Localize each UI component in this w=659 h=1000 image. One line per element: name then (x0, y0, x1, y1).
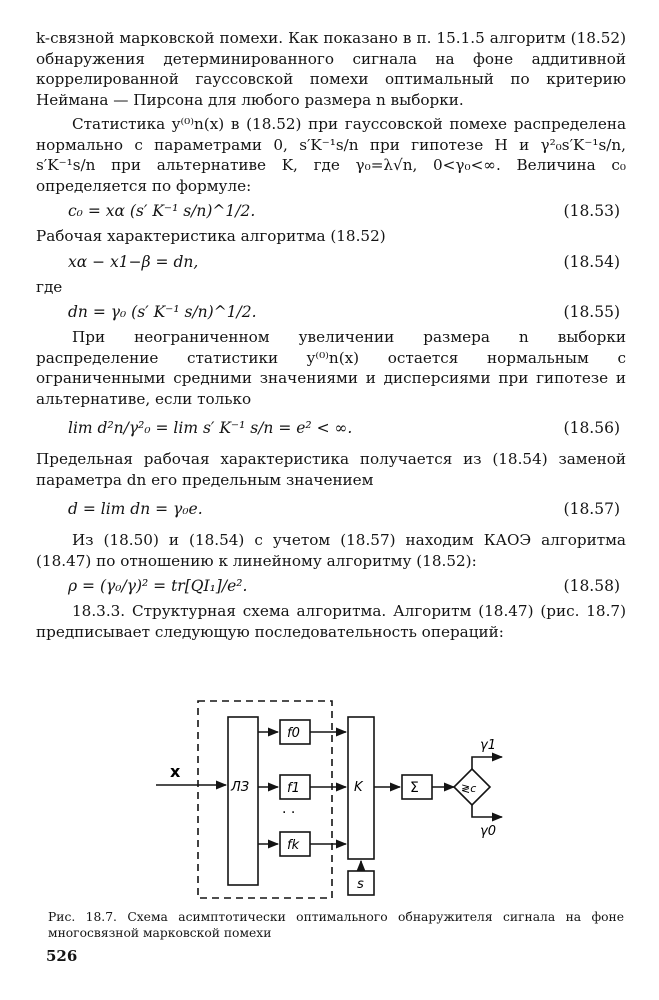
paragraph-operating-char: Рабочая характеристика алгоритма (18.52) (36, 227, 386, 245)
paragraph-where: где (36, 277, 63, 296)
comparator-label: ≷c (461, 782, 477, 795)
out-upper-line (472, 757, 502, 769)
paragraph-kaoe: Из (18.50) и (18.54) с учетом (18.57) находим КАОЭ алгоритма (18.47) по отношению к линейному алгоритму (18.52): (36, 531, 626, 570)
paragraph-structure: 18.3.3. Структурная схема алгоритма. Алгоритм (18.47) (рис. 18.7) предписывает следующую последовательность операций: (36, 602, 626, 641)
equation-formula: dn = γ₀ (s′ K⁻¹ s/n)^1/2. (68, 303, 257, 321)
equation-18-54 (36, 251, 626, 275)
signal-label: s (357, 877, 364, 892)
correlator-label: K (354, 780, 363, 795)
delay-line-label: ЛЗ (231, 780, 250, 795)
page-number: 526 (46, 947, 78, 965)
equation-18-55 (36, 301, 626, 325)
block-diagram (150, 693, 530, 903)
page-body (36, 28, 626, 642)
equation-formula: c₀ = xα (s′ K⁻¹ s/n)^1/2. (68, 202, 256, 220)
dashed-frame (198, 701, 332, 898)
out-lower-line (472, 805, 502, 817)
out-upper-label: γ1 (480, 738, 496, 753)
filter-label-fk: fk (287, 838, 300, 853)
equation-formula: lim d²n/γ²₀ = lim s′ K⁻¹ s/n = e² < ∞. (68, 419, 353, 437)
equation-number: (18.58) (563, 577, 620, 595)
filter-label-f1: f1 (287, 781, 300, 796)
summator-label: Σ (410, 780, 419, 796)
filter-label-f0: f0 (287, 726, 300, 741)
equation-formula: ρ = (γ₀/γ)² = tr[QI₁]/e². (68, 577, 248, 595)
equation-number: (18.57) (563, 500, 620, 518)
paragraph-intro: k-связной марковской помехи. Как показано в п. 15.1.5 алгоритм (18.52) обнаружения детерминированного сигнала на фоне аддитивной коррелированной гауссовской помехи оптимальный по критерию Неймана — Пирсона для любого размера n выборки. (36, 29, 626, 109)
paragraph-unbounded: При неограниченном увеличении размера n выборки распределение статистики y⁽⁰⁾n(x) остается нормальным с ограниченными средними значениями и дисперсиями при гипотезе и альтернативе, если только (36, 328, 626, 408)
paragraph-statistic: Статистика y⁽⁰⁾n(x) в (18.52) при гауссовской помехе распределена нормально с параметрами 0, s′K⁻¹s/n при гипотезе H и γ²₀s′K⁻¹s/n, s′K⁻¹s/n при альтернативе K, где γ₀=λ√n, 0<γ₀<∞. Величина c₀ определяется по формуле: (36, 115, 626, 195)
equation-number: (18.55) (563, 303, 620, 321)
equation-number: (18.56) (563, 419, 620, 437)
out-lower-label: γ0 (480, 824, 496, 839)
equation-18-56 (36, 413, 626, 447)
equation-18-53 (36, 200, 626, 224)
equation-formula: d = lim dn = γ₀e. (68, 500, 203, 518)
input-label: x (170, 762, 181, 781)
equation-number: (18.53) (563, 202, 620, 220)
delay-line-block (228, 717, 258, 885)
equation-18-57 (36, 494, 626, 528)
paragraph-limit-char: Предельная рабочая характеристика получается из (18.54) заменой параметра dn его предельным значением (36, 450, 626, 489)
equation-number: (18.54) (563, 252, 620, 271)
filter-ellipsis: · · (282, 805, 296, 821)
figure-caption: Рис. 18.7. Схема асимптотически оптимального обнаружителя сигнала на фоне многосвязной марковской помехи (48, 910, 624, 940)
equation-18-58 (36, 575, 626, 599)
equation-formula: xα − x1−β = dn, (68, 252, 199, 271)
